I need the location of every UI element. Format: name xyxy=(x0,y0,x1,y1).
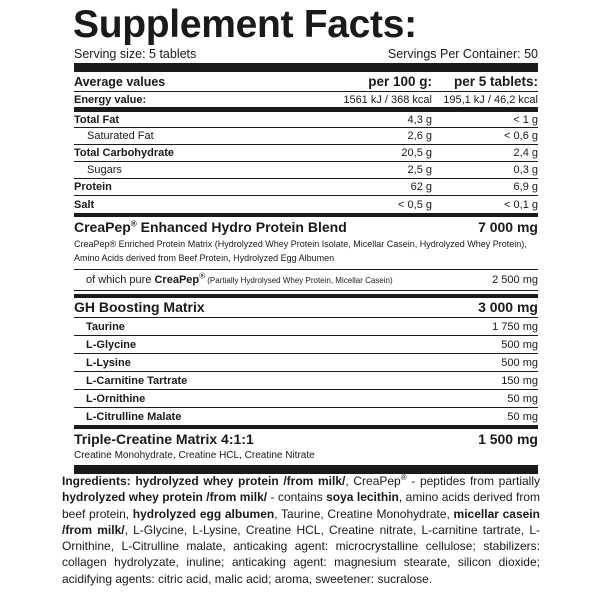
row-value-serving: 195,1 kJ / 46,2 kcal xyxy=(443,93,538,106)
row-value-serving: < 0,1 g xyxy=(504,198,538,211)
item-name: Taurine xyxy=(86,320,125,333)
row-value-100g: 1561 kJ / 368 kcal xyxy=(343,93,432,106)
row-name: Energy value: xyxy=(74,93,147,106)
supplement-facts-panel xyxy=(74,0,538,474)
row-value-serving: < 1 g xyxy=(513,113,538,126)
gh-item-l-ornithine xyxy=(74,390,538,408)
pure-creapep-row xyxy=(74,270,538,291)
pure-creapep-label: of which pure CreaPep® (Partially Hydrolysed Whey Protein, Micellar Casein) xyxy=(86,271,393,286)
row-value-100g: 20,5 g xyxy=(401,147,432,159)
item-value: 500 mg xyxy=(501,338,538,351)
row-sugars xyxy=(74,162,538,179)
creapep-amount: 7 000 mg xyxy=(478,219,538,235)
item-name: L-Glycine xyxy=(86,338,137,351)
gh-item-l-carnitine-tartrate xyxy=(74,372,538,390)
row-name: Total Carbohydrate xyxy=(74,147,175,159)
row-value-100g: 62 g xyxy=(410,181,432,193)
divider xyxy=(74,425,538,429)
header-per-serving: per 5 tablets: xyxy=(453,74,538,89)
gh-item-taurine xyxy=(74,318,538,336)
creatine-description: Creatine Monohydrate, Creatine HCL, Creatine Nitrate xyxy=(74,450,315,461)
row-value-serving: 0,3 g xyxy=(513,164,538,176)
row-value-serving: 6,9 g xyxy=(513,181,538,193)
table-header xyxy=(74,72,538,92)
thick-divider xyxy=(74,63,538,72)
row-value-100g: < 0,5 g xyxy=(398,198,432,211)
row-name: Sugars xyxy=(87,164,122,176)
item-value: 1 750 mg xyxy=(492,320,538,333)
row-value-serving: < 0,6 g xyxy=(504,130,538,142)
creapep-description-1: CreaPep® Enriched Protein Matrix (Hydrolyzed Whey Protein Isolate, Micellar Casein, Hydrolyzed Whey Protein), xyxy=(74,239,527,249)
row-value-100g: 4,3 g xyxy=(407,113,432,126)
row-value-100g: 2,5 g xyxy=(407,164,432,176)
creatine-block xyxy=(74,430,538,463)
gh-item-l-glycine xyxy=(74,336,538,354)
gh-name: GH Boosting Matrix xyxy=(74,299,205,315)
gh-header xyxy=(74,298,538,318)
row-protein xyxy=(74,179,538,196)
serving-size: Serving size: 5 tablets xyxy=(74,47,197,61)
row-total-fat xyxy=(74,112,538,128)
item-value: 500 mg xyxy=(501,356,538,369)
row-name: Protein xyxy=(74,181,112,193)
panel-title: Supplement Facts: xyxy=(73,3,417,46)
header-per-100g: per 100 g: xyxy=(368,74,432,89)
row-energy xyxy=(74,92,538,108)
row-name: Total Fat xyxy=(74,113,120,126)
gh-amount: 3 000 mg xyxy=(478,299,538,315)
ingredients-text: Ingredients: hydrolyzed whey protein /from milk/, CreaPep® - peptides from partially hydrolyzed whey protein /from milk/ - contains soya lecithin, amino acids derived from beef protein, hydrolyzed egg albumen, Taurine, Creatine Monohydrate, micellar casein /from milk/, L-Glycine, L-Lysine, Creatine HCL, Creatine nitrate, L-carnitine tartrate, L-Ornithine, L-Citrulline malate, anticaking agent: microcrystalline cellulose; stabilizers: collagen hydrolyzate, inuline; anticaking agent: magnesium stearate, silicon dioxide; acidifying agents: citric acid, malic acid; aroma, sweetener: sucralose. xyxy=(62,473,540,586)
row-saturated-fat xyxy=(74,128,538,145)
item-name: L-Carnitine Tartrate xyxy=(86,374,188,387)
item-name: L-Citrulline Malate xyxy=(86,410,182,423)
creapep-block xyxy=(74,218,538,270)
header-label: Average values xyxy=(74,74,166,89)
creapep-description-2: Amino Acids derived from Beef Protein, Hydrolyzed Egg Albumen xyxy=(74,253,335,263)
item-value: 50 mg xyxy=(507,392,538,405)
row-value-100g: 2,6 g xyxy=(407,130,432,142)
divider xyxy=(74,213,538,217)
row-name: Saturated Fat xyxy=(87,130,154,142)
item-name: L-Ornithine xyxy=(86,392,146,405)
item-name: L-Lysine xyxy=(86,356,131,369)
row-name: Salt xyxy=(74,198,95,211)
row-value-serving: 2,4 g xyxy=(513,147,538,159)
gh-item-l-citrulline-malate xyxy=(74,408,538,425)
pure-creapep-amount: 2 500 mg xyxy=(492,274,538,286)
item-value: 50 mg xyxy=(507,410,538,423)
row-total-carbohydrate xyxy=(74,145,538,162)
creatine-name: Triple-Creatine Matrix 4:1:1 xyxy=(74,431,254,447)
creatine-amount: 1 500 mg xyxy=(478,431,538,447)
gh-item-l-lysine xyxy=(74,354,538,372)
row-salt xyxy=(74,196,538,213)
serving-info xyxy=(74,45,538,63)
servings-per-container: Servings Per Container: 50 xyxy=(387,47,538,61)
creapep-name: CreaPep® Enhanced Hydro Protein Blend xyxy=(74,219,347,235)
item-value: 150 mg xyxy=(501,374,538,387)
